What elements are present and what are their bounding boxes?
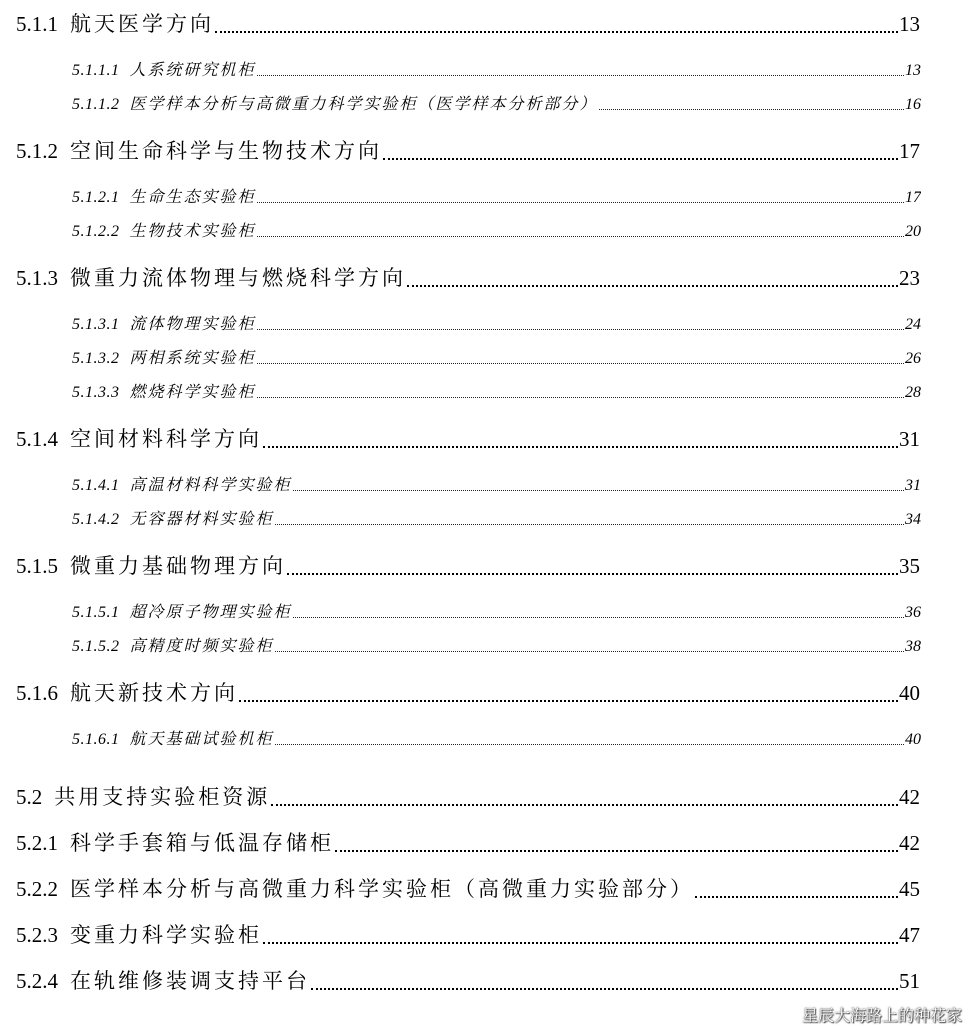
toc-number: 5.1.6 [16, 681, 58, 705]
toc-page-number: 24 [905, 316, 921, 333]
toc-page-number: 45 [899, 877, 920, 901]
toc-page-number: 13 [905, 62, 921, 79]
toc-leader [257, 235, 904, 237]
toc-title: 空间生命科学与生物技术方向 [70, 139, 382, 163]
toc-leader [263, 941, 898, 944]
toc-page-number: 23 [899, 266, 920, 290]
toc-entry-5-2-2[interactable] [16, 873, 920, 903]
toc-leader [257, 396, 904, 398]
toc-entry-5-2-1[interactable] [16, 827, 920, 857]
toc-entry-5-1-2-1[interactable] [72, 184, 921, 208]
toc-leader [215, 30, 898, 33]
toc-leader [271, 803, 898, 806]
toc-entry-5-1-5-1[interactable] [72, 599, 921, 623]
toc-entry-5-1-5-2[interactable] [72, 633, 921, 657]
toc-page-number: 13 [899, 12, 920, 36]
toc-number: 5.1.4.2 [72, 511, 120, 528]
toc-entry-5-1-6-1[interactable] [72, 726, 921, 750]
toc-title: 空间材料科学方向 [70, 427, 262, 451]
toc-entry-5-1-4[interactable] [16, 423, 920, 453]
toc-entry-5-1-6[interactable] [16, 677, 920, 707]
toc-entry-5-1-2-2[interactable] [72, 218, 921, 242]
toc-page-number: 51 [899, 969, 920, 993]
toc-title: 在轨维修装调支持平台 [70, 969, 310, 993]
toc-page-number: 31 [905, 477, 921, 494]
toc-title: 航天新技术方向 [70, 681, 238, 705]
toc-entry-5-1-2[interactable] [16, 135, 920, 165]
toc-number: 5.1.3.3 [72, 384, 120, 401]
toc-page-number: 47 [899, 923, 920, 947]
toc-leader [407, 284, 898, 287]
toc-entry-5-2-3[interactable] [16, 919, 920, 949]
toc-entry-5-1-3[interactable] [16, 262, 920, 292]
toc-number: 5.2 [16, 785, 43, 809]
toc-page-number: 42 [899, 831, 920, 855]
toc-number: 5.1.4.1 [72, 477, 120, 494]
toc-leader [293, 489, 904, 491]
toc-title: 无容器材料实验柜 [129, 511, 274, 528]
toc-number: 5.1.2 [16, 139, 58, 163]
toc-entry-5-2[interactable] [16, 781, 920, 811]
toc-number: 5.1.5 [16, 554, 58, 578]
toc-entry-5-1-1-2[interactable] [72, 91, 921, 115]
toc-entry-5-2-4[interactable] [16, 965, 920, 995]
toc-leader [311, 987, 898, 990]
toc-number: 5.1.3.1 [72, 316, 120, 333]
toc-number: 5.1.5.2 [72, 638, 120, 655]
toc-number: 5.1.3.2 [72, 350, 120, 367]
toc-title: 超冷原子物理实验柜 [129, 604, 292, 621]
toc-leader [293, 616, 904, 618]
toc-leader [257, 328, 904, 330]
toc-entry-5-1-3-1[interactable] [72, 311, 921, 335]
toc-number: 5.1.6.1 [72, 731, 120, 748]
toc-number: 5.1.1.2 [72, 96, 120, 113]
toc-number: 5.1.3 [16, 266, 58, 290]
toc-page-number: 42 [899, 785, 920, 809]
toc-page-number: 31 [899, 427, 920, 451]
toc-title: 医学样本分析与高微重力科学实验柜（高微重力实验部分） [70, 877, 694, 901]
toc-number: 5.2.3 [16, 923, 58, 947]
toc-number: 5.2.4 [16, 969, 58, 993]
toc-number: 5.1.4 [16, 427, 58, 451]
watermark-text: 星辰大海路上的种花家 [801, 1006, 962, 1025]
toc-title: 航天基础试验机柜 [129, 731, 274, 748]
toc-leader [257, 362, 904, 364]
toc-leader [275, 650, 904, 652]
toc-title: 变重力科学实验柜 [70, 923, 262, 947]
toc-leader [695, 895, 898, 898]
toc-entry-5-1-3-2[interactable] [72, 345, 921, 369]
toc-number: 5.1.2.2 [72, 223, 120, 240]
toc-title: 生物技术实验柜 [129, 223, 256, 240]
toc-title: 两相系统实验柜 [129, 350, 256, 367]
toc-leader [239, 699, 898, 702]
toc-leader [275, 523, 904, 525]
toc-title: 流体物理实验柜 [129, 316, 256, 333]
toc-page-number: 35 [899, 554, 920, 578]
toc-number: 5.2.2 [16, 877, 58, 901]
toc-title: 人系统研究机柜 [129, 62, 256, 79]
toc-title: 微重力流体物理与燃烧科学方向 [70, 266, 406, 290]
toc-page-number: 40 [899, 681, 920, 705]
toc-title: 生命生态实验柜 [129, 189, 256, 206]
toc-title: 微重力基础物理方向 [70, 554, 286, 578]
toc-entry-5-1-3-3[interactable] [72, 379, 921, 403]
toc-leader [275, 743, 904, 745]
toc-title: 高精度时频实验柜 [129, 638, 274, 655]
toc-page-number: 26 [905, 350, 921, 367]
toc-number: 5.1.1 [16, 12, 58, 36]
toc-title: 共用支持实验柜资源 [54, 785, 271, 809]
toc-entry-5-1-5[interactable] [16, 550, 920, 580]
toc-title: 燃烧科学实验柜 [129, 384, 256, 401]
toc-leader [257, 201, 904, 203]
toc-entry-5-1-1-1[interactable] [72, 57, 921, 81]
toc-entry-5-1-4-2[interactable] [72, 506, 921, 530]
toc-number: 5.2.1 [16, 831, 58, 855]
toc-title: 航天医学方向 [70, 12, 214, 36]
toc-page-number: 16 [905, 96, 921, 113]
toc-page-number: 36 [905, 604, 921, 621]
toc-entry-5-1-1[interactable] [16, 8, 920, 38]
toc-page-number: 28 [905, 384, 921, 401]
toc-title: 医学样本分析与高微重力科学实验柜（医学样本分析部分） [129, 96, 598, 113]
toc-page-number: 40 [905, 731, 921, 748]
toc-leader [335, 849, 898, 852]
toc-leader [263, 445, 898, 448]
toc-number: 5.1.2.1 [72, 189, 120, 206]
toc-entry-5-1-4-1[interactable] [72, 472, 921, 496]
toc-page-number: 38 [905, 638, 921, 655]
toc-number: 5.1.1.1 [72, 62, 120, 79]
toc-page-number: 17 [899, 139, 920, 163]
toc-leader [383, 157, 898, 160]
toc-page-number: 20 [905, 223, 921, 240]
toc-title: 高温材料科学实验柜 [129, 477, 292, 494]
toc-number: 5.1.5.1 [72, 604, 120, 621]
toc-leader [287, 572, 898, 575]
toc-page-number: 17 [905, 189, 921, 206]
toc-leader [599, 108, 904, 110]
toc-leader [257, 74, 904, 76]
toc-title: 科学手套箱与低温存储柜 [70, 831, 334, 855]
toc-page-number: 34 [905, 511, 921, 528]
